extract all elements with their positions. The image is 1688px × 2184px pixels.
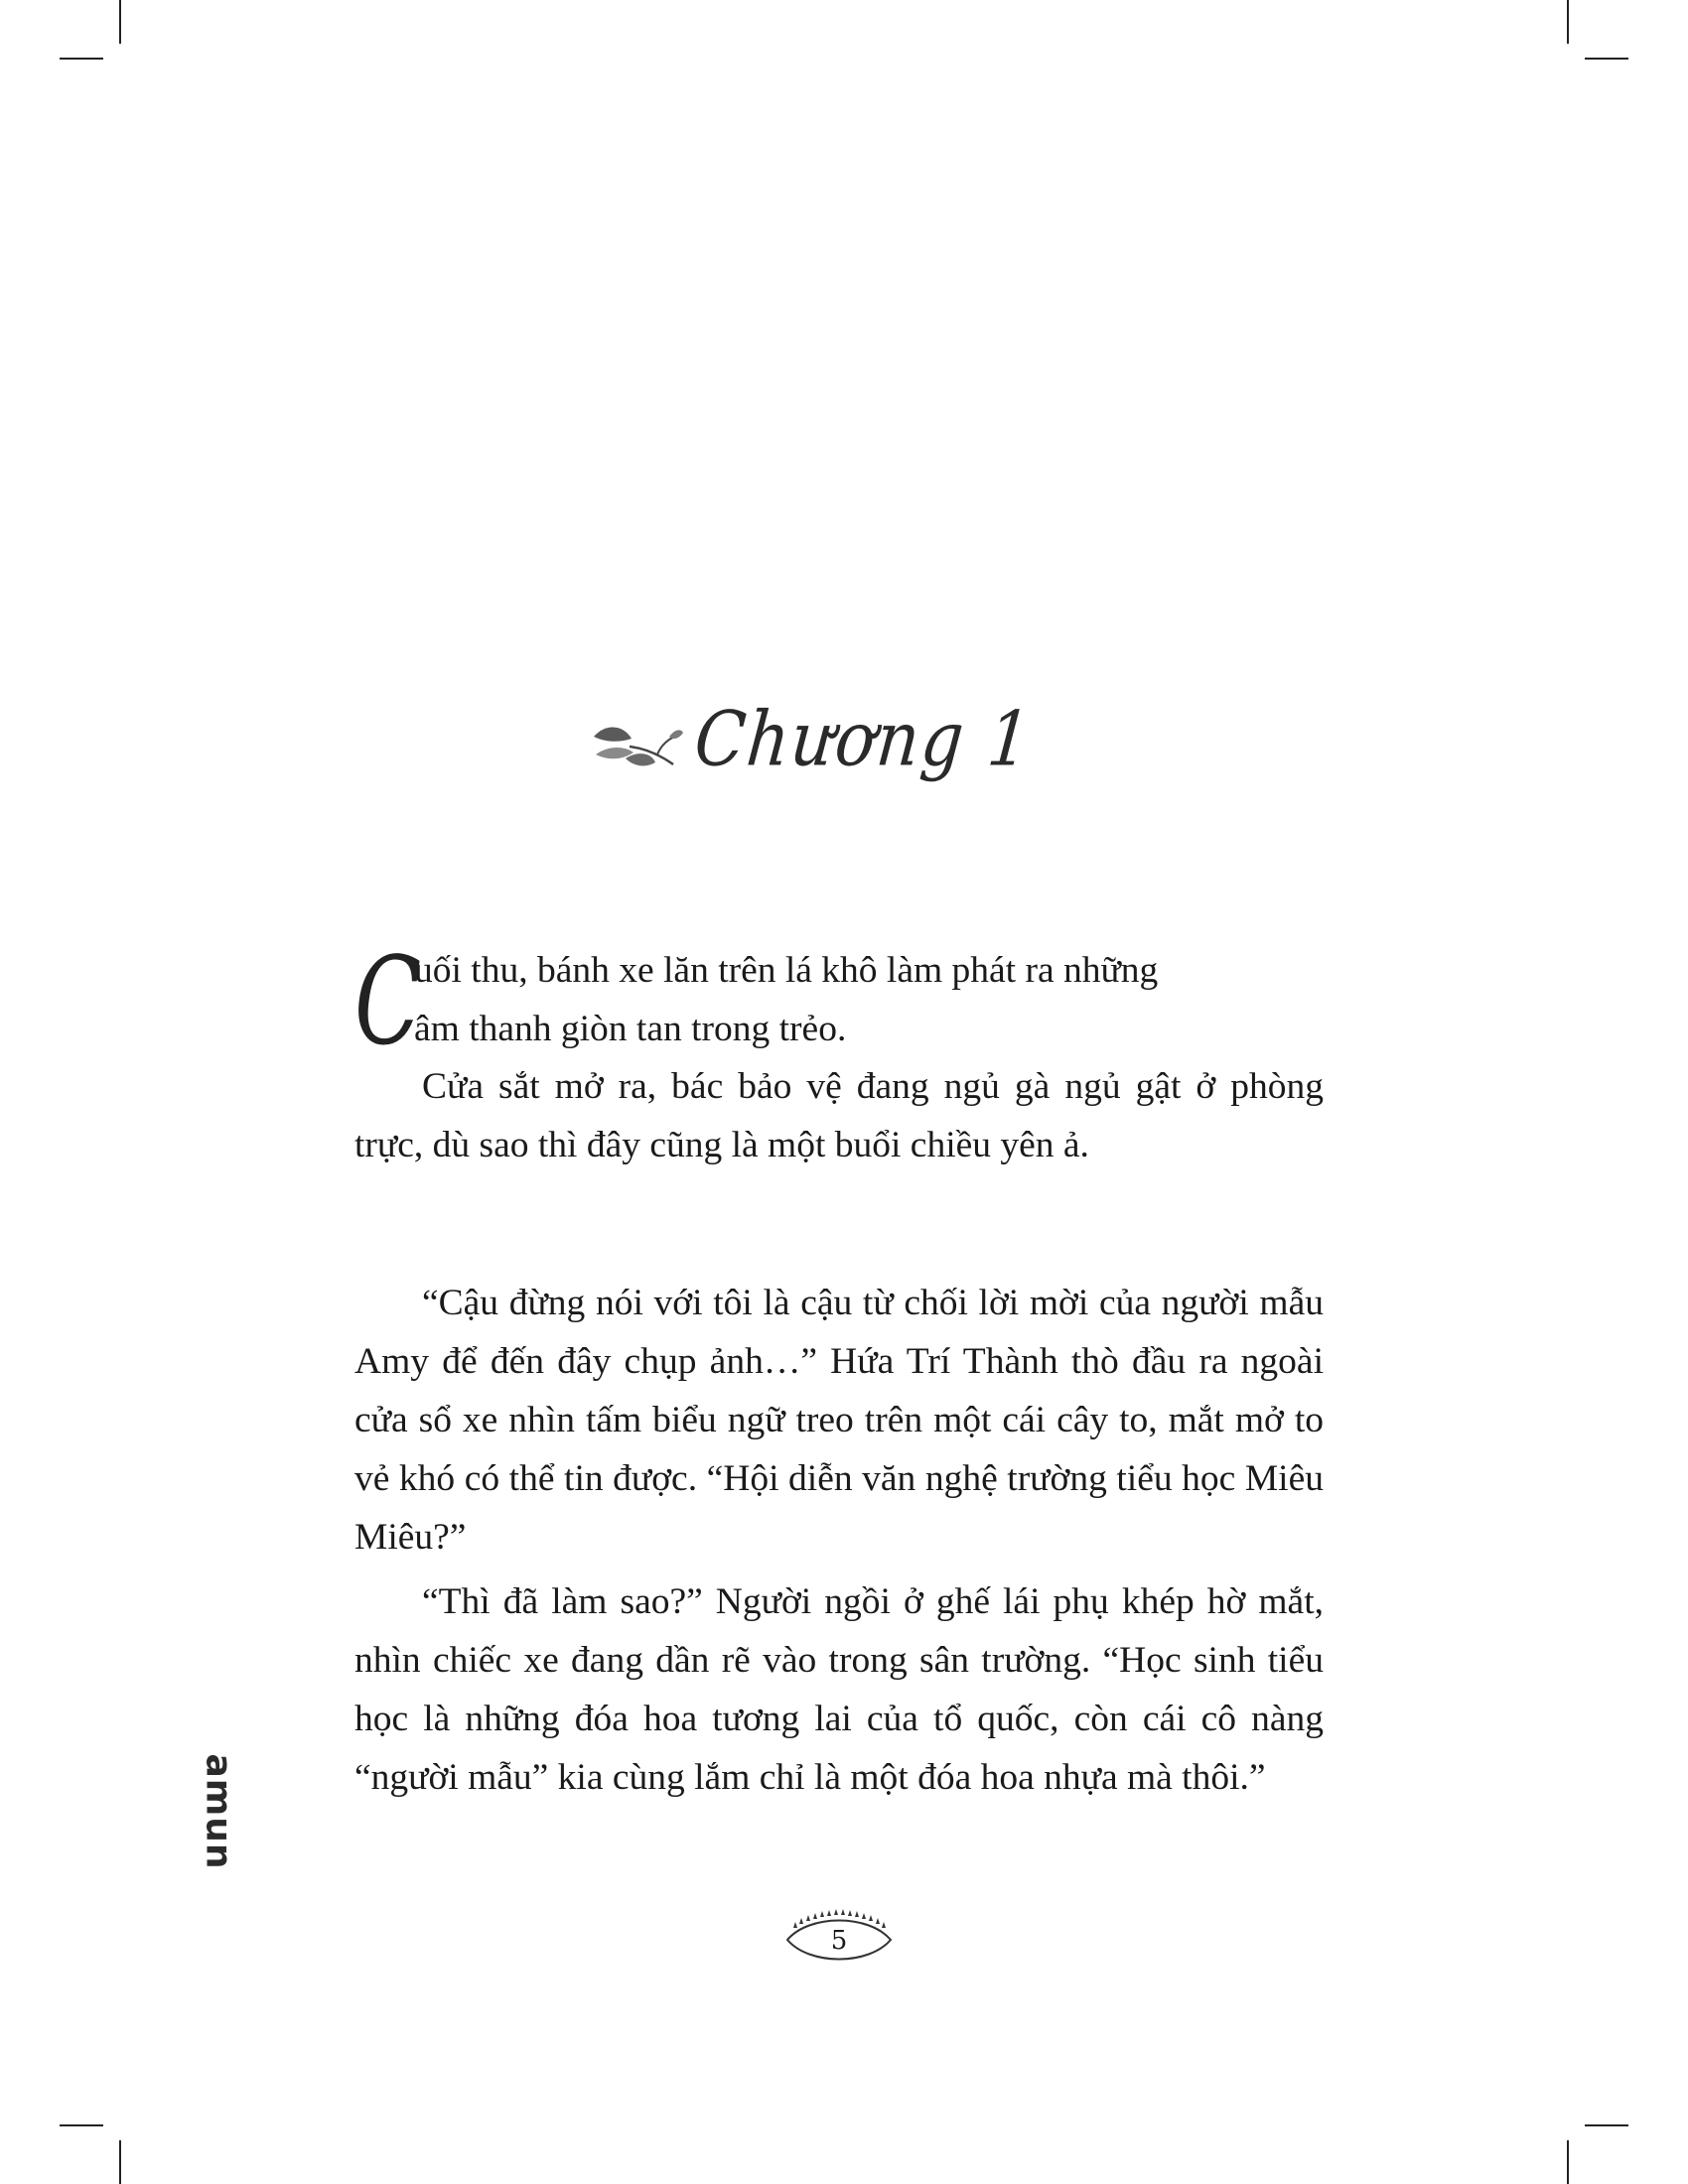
chapter-heading (586, 685, 1037, 814)
paragraph-3: “Thì đã làm sao?” Người ngồi ở ghế lái phụ khép hờ mắt, nhìn chiếc xe đang dần rẽ vào trong sân trường. “Học sinh tiểu học là những đóa hoa tương lai của tổ quốc, còn cái cô nàng “người mẫu” kia cùng lắm chỉ là một đóa hoa nhựa mà thôi.” (354, 1581, 1324, 1798)
paragraph-2-block (354, 1274, 1324, 1567)
crop-mark-bottom-left (119, 2140, 121, 2184)
crop-mark-top-left (119, 0, 121, 44)
crop-mark-bottom-left-h (60, 2124, 103, 2126)
page-number: 5 (830, 1926, 848, 1956)
crop-mark-top-right-h (1585, 58, 1628, 60)
paragraph-1: Cửa sắt mở ra, bác bảo vệ đang ngủ gà ngủ gật ở phòng trực, dù sao thì đây cũng là một buổi chiều yên ả. (354, 1066, 1324, 1165)
paragraph-2: “Cậu đừng nói với tôi là cậu từ chối lời mời của người mẫu Amy để đến đây chụp ảnh…” Hứa Trí Thành thò đầu ra ngoài cửa sổ xe nhìn tấm biểu ngữ treo trên một cái cây to, mắt mở to vẻ khó có thể tin được. “Hội diễn văn nghệ trường tiểu học Miêu Miêu?” (354, 1283, 1324, 1558)
opening-line-1: uối thu, bánh xe lăn trên lá khô làm phát ra những (414, 950, 1159, 991)
crop-mark-top-left-h (60, 58, 103, 60)
paragraph-1-block (354, 1057, 1324, 1174)
paragraph-3-block (354, 1572, 1324, 1807)
crop-mark-bottom-right-h (1585, 2124, 1628, 2126)
drop-cap: C (354, 931, 422, 1072)
publisher-logo-text: amun (198, 1753, 239, 1870)
chapter-title: Chương 1 (691, 695, 1037, 783)
crop-mark-bottom-right (1567, 2140, 1569, 2184)
page-number-ornament (779, 1904, 899, 1974)
publisher-logo (195, 1742, 242, 1881)
opening-paragraph (354, 931, 1324, 1072)
opening-line-2: âm thanh giòn tan trong trẻo. (414, 1009, 847, 1049)
crop-mark-top-right (1567, 0, 1569, 44)
leaf-sprig-icon (586, 715, 685, 774)
